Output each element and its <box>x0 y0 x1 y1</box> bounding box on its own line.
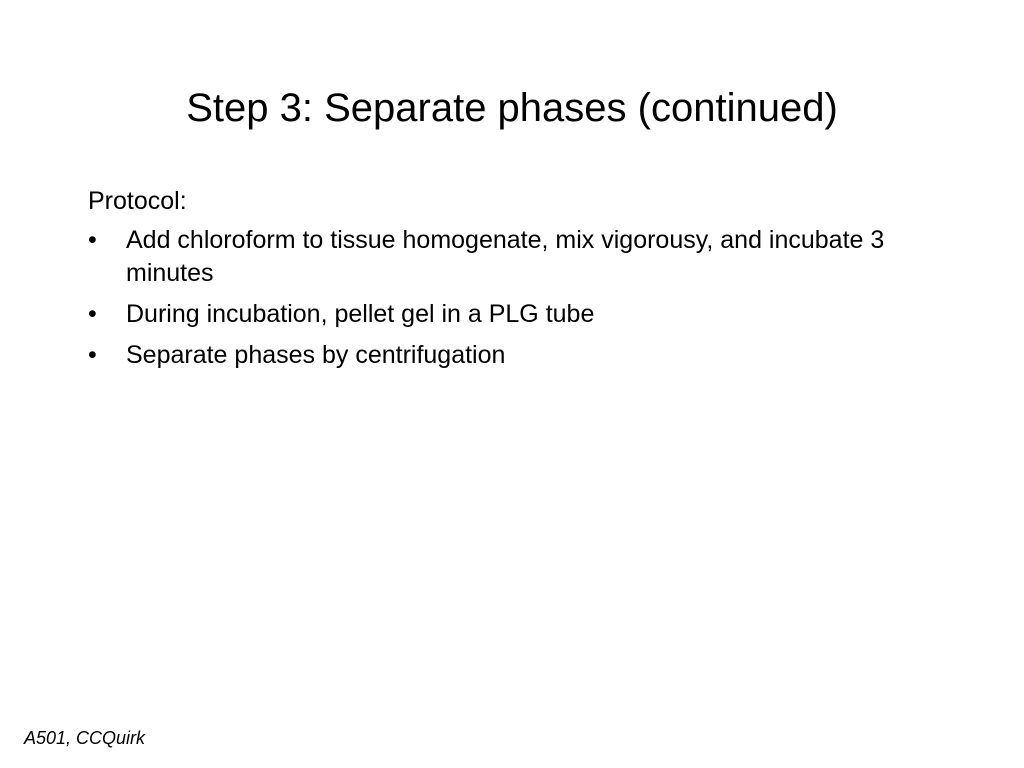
bullet-text: Separate phases by centrifugation <box>126 341 506 369</box>
bullet-text: Add chloroform to tissue homogenate, mix vigorousy, and incubate 3 minutes <box>126 226 885 287</box>
bullet-item <box>88 298 888 331</box>
bullet-icon: • <box>88 300 97 328</box>
bullet-item <box>88 339 888 372</box>
protocol-bullet-list <box>88 224 888 372</box>
bullet-icon: • <box>88 226 97 254</box>
footer-text: A501, CCQuirk <box>24 728 146 748</box>
bullet-text: During incubation, pellet gel in a PLG tube <box>126 300 595 328</box>
slide-title: Step 3: Separate phases (continued) <box>186 86 838 130</box>
protocol-label: Protocol: <box>88 187 187 215</box>
slide-content <box>88 184 888 380</box>
bullet-item <box>88 224 888 290</box>
bullet-icon: • <box>88 341 97 369</box>
